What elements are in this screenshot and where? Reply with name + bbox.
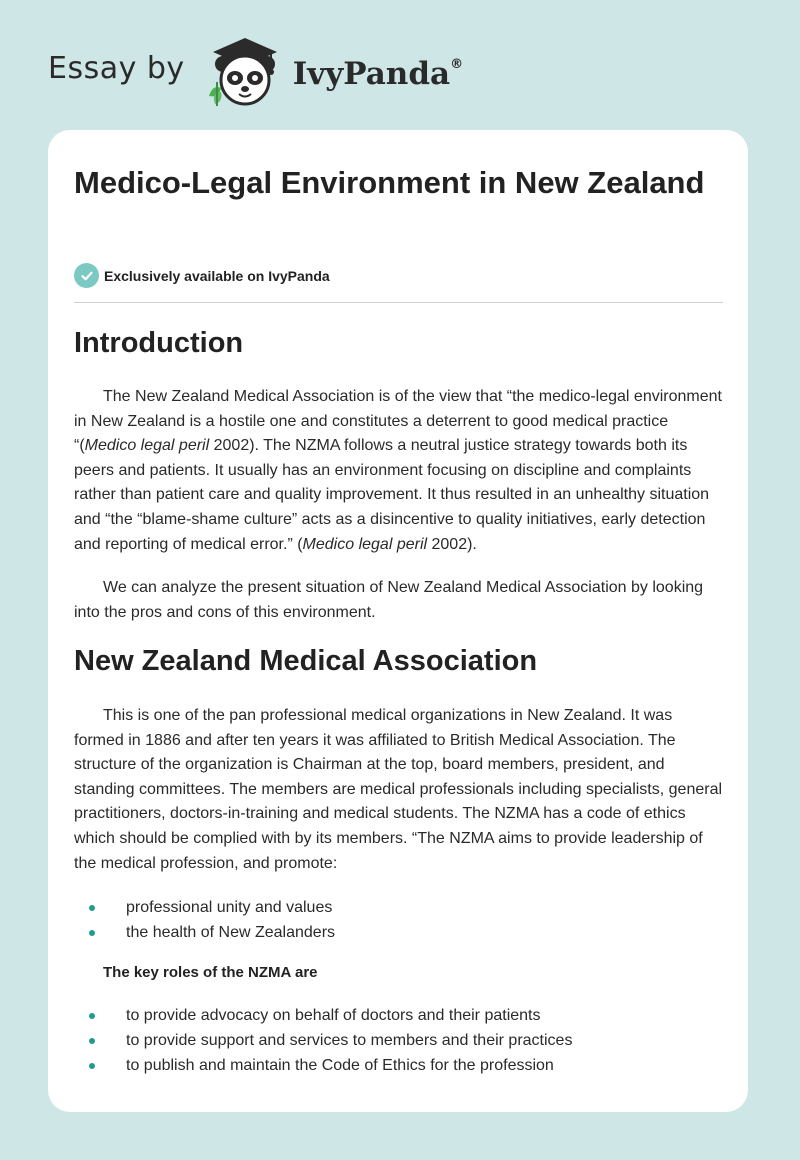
list-item: the health of New Zealanders bbox=[74, 920, 724, 945]
roles-heading: The key roles of the NZMA are bbox=[103, 964, 318, 981]
registered-mark: ® bbox=[450, 57, 464, 72]
exclusive-badge bbox=[74, 263, 330, 288]
nzma-paragraph-1: This is one of the pan professional medical organizations in New Zealand. It was formed in 1886 and after ten years it was affiliated to British Medical Association. The structure of the organization is Chairman at the top, board members, president, and standing committees. The members are medical professionals including specialists, general practitioners, doctors-in-training and medical students. The NZMA has a code of ethics which should be complied with by its members. “The NZMA aims to provide leadership of the medical profession, and promote: bbox=[74, 707, 723, 872]
title-divider bbox=[74, 302, 723, 303]
intro-paragraph-1: The New Zealand Medical Association is of the view that “the medico-legal environment in New Zealand is a hostile one and constitutes a deterrent to good medical practice “(Medico legal peril 2002). The NZMA follows a neutral justice strategy towards both its peers and patients. It usually has an environment focusing on discipline and complaints rather than patient care and quality improvement. It thus resulted in an unhealthy situation and “the “blame-shame culture” acts as a disincentive to quality initiatives, early detection and reporting of medical error.” (Medico legal peril 2002). bbox=[74, 388, 722, 553]
site-header bbox=[48, 34, 463, 110]
bullet-dot-icon bbox=[89, 930, 95, 936]
list-item: to provide advocacy on behalf of doctors and their patients bbox=[74, 1003, 724, 1028]
section-heading-nzma: New Zealand Medical Association bbox=[74, 645, 538, 677]
bullet-dot-icon bbox=[89, 905, 95, 911]
exclusive-label: Exclusively available on IvyPanda bbox=[104, 267, 330, 284]
essay-card bbox=[48, 130, 748, 1112]
bullet-dot-icon bbox=[89, 1063, 95, 1069]
list-item: to publish and maintain the Code of Ethics for the profession bbox=[74, 1053, 724, 1078]
intro-paragraph-2: We can analyze the present situation of New Zealand Medical Association by looking into the pros and cons of this environment. bbox=[74, 579, 704, 621]
section-heading-introduction: Introduction bbox=[74, 327, 244, 359]
panda-logo-icon[interactable] bbox=[199, 34, 291, 110]
list-item: professional unity and values bbox=[74, 895, 724, 920]
promote-list bbox=[74, 895, 724, 945]
brand-prefix: Essay by bbox=[48, 50, 185, 86]
list-item: to provide support and services to members and their practices bbox=[74, 1028, 724, 1053]
citation: Medico legal peril bbox=[302, 535, 428, 553]
essay-title: Medico-Legal Environment in New Zealand bbox=[74, 165, 705, 200]
check-circle-icon bbox=[74, 263, 99, 288]
bullet-dot-icon bbox=[89, 1013, 95, 1019]
roles-list bbox=[74, 1003, 724, 1078]
brand-name: IvyPanda® bbox=[292, 56, 464, 92]
citation: Medico legal peril bbox=[84, 437, 210, 455]
bullet-dot-icon bbox=[89, 1038, 95, 1044]
